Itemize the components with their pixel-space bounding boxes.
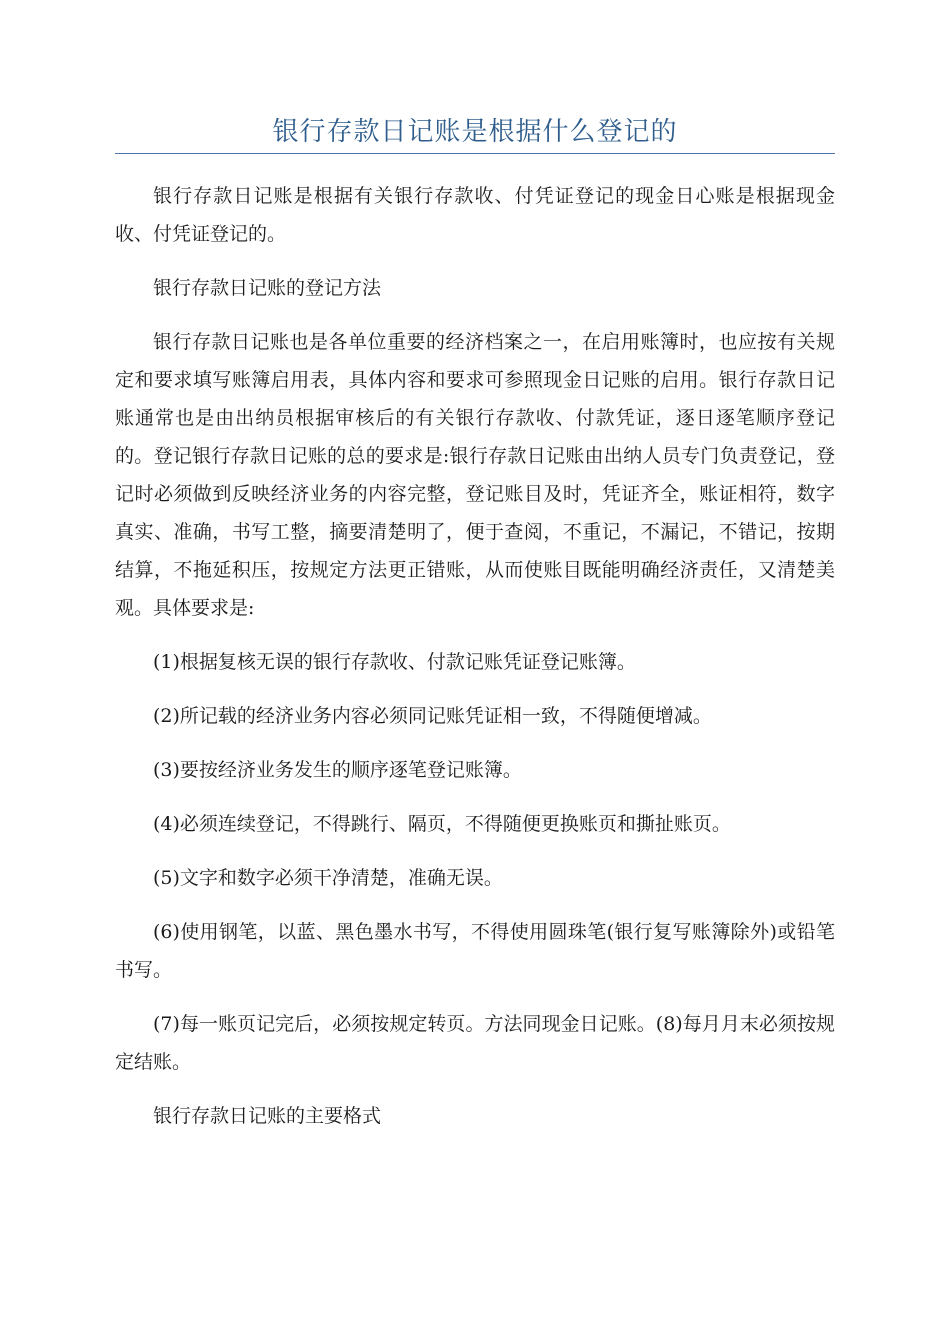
section-heading-format: 银行存款日记账的主要格式 xyxy=(153,1105,382,1127)
list-item-1: (1)根据复核无误的银行存款收、付款记账凭证登记账簿。 xyxy=(153,651,636,673)
list-item-6: (6)使用钢笔，以蓝、黑色墨水书写，不得使用圆珠笔(银行复写账簿除外)或铅笔书写。 xyxy=(115,921,835,981)
list-item-2: (2)所记载的经济业务内容必须同记账凭证相一致，不得随便增减。 xyxy=(153,705,712,727)
list-item-3: (3)要按经济业务发生的顺序逐笔登记账簿。 xyxy=(153,759,522,781)
paragraph-intro: 银行存款日记账是根据有关银行存款收、付凭证登记的现金日心账是根据现金收、付凭证登记的。 xyxy=(115,185,835,245)
document-body xyxy=(115,177,835,1151)
document-title: 银行存款日记账是根据什么登记的 xyxy=(272,117,678,147)
paragraph-requirements: 银行存款日记账也是各单位重要的经济档案之一，在启用账簿时，也应按有关规定和要求填写账簿启用表，具体内容和要求可参照现金日记账的启用。银行存款日记账通常也是由出纳员根据审核后的有关银行存款收、付款凭证，逐日逐笔顺序登记的。登记银行存款日记账的总的要求是:银行存款日记账由出纳人员专门负责登记，登记时必须做到反映经济业务的内容完整，登记账目及时，凭证齐全，账证相符，数字真实、准确，书写工整，摘要清楚明了，便于查阅，不重记，不漏记，不错记，按期结算，不拖延积压，按规定方法更正错账，从而使账目既能明确经济责任，又清楚美观。具体要求是: xyxy=(115,331,835,619)
list-item-4: (4)必须连续登记，不得跳行、隔页，不得随便更换账页和撕扯账页。 xyxy=(153,813,731,835)
list-item-7-8: (7)每一账页记完后，必须按规定转页。方法同现金日记账。(8)每月月末必须按规定结账。 xyxy=(115,1013,835,1073)
title-underline xyxy=(115,153,835,154)
list-item-5: (5)文字和数字必须干净清楚，准确无误。 xyxy=(153,867,503,889)
section-heading-method: 银行存款日记账的登记方法 xyxy=(153,277,382,299)
